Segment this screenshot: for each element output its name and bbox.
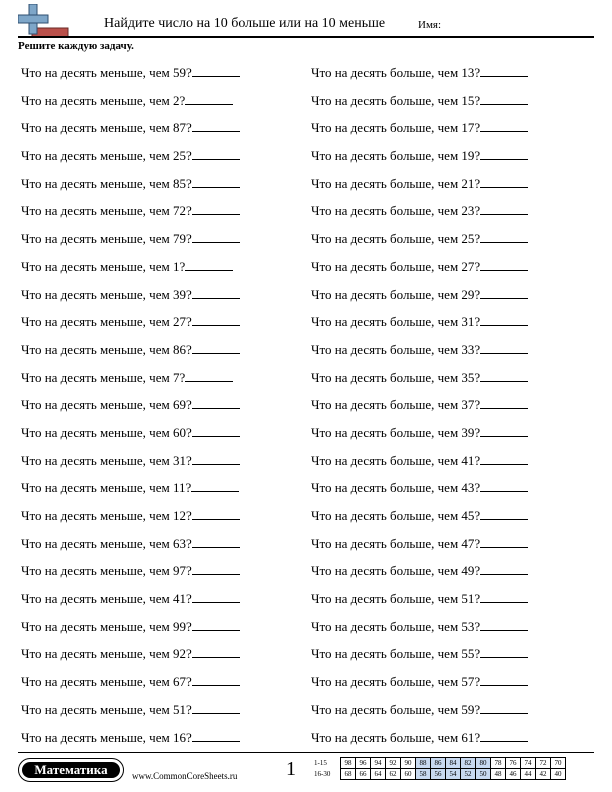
answer-blank[interactable] [192, 563, 240, 575]
answer-key-cell: 84 [446, 758, 461, 769]
question-text: Что на десять меньше, чем 59? [21, 65, 192, 80]
answer-blank[interactable] [185, 370, 233, 382]
question-item [311, 197, 528, 225]
answer-key-cell: 72 [536, 758, 551, 769]
answer-key-cell: 52 [461, 769, 476, 780]
question-text: Что на десять больше, чем 31? [311, 314, 481, 330]
answer-blank[interactable] [480, 342, 528, 354]
question-text: Что на десять меньше, чем 2? [21, 92, 186, 108]
name-label: Имя: [418, 19, 442, 31]
question-text: Что на десять больше, чем 27? [311, 258, 481, 274]
answer-blank[interactable] [480, 370, 528, 382]
question-text: Что на десять меньше, чем 72? [21, 203, 192, 219]
answer-key-cell: 94 [371, 758, 386, 769]
question-item [311, 530, 528, 558]
website-link[interactable]: www.CommonCoreSheets.ru [132, 771, 238, 781]
question-text: Что на десять больше, чем 41? [311, 452, 481, 468]
question-text: Что на десять больше, чем 25? [311, 231, 481, 247]
question-text: Что на десять меньше, чем 51? [21, 701, 192, 717]
question-text: Что на десять больше, чем 37? [311, 397, 481, 413]
question-text: Что на десять меньше, чем 16? [21, 729, 192, 745]
question-text: Что на десять меньше, чем 87? [21, 120, 192, 136]
question-item [21, 391, 240, 419]
question-text: Что на десять меньше, чем 11? [21, 480, 192, 496]
answer-key-table [312, 757, 566, 780]
question-item [21, 557, 240, 585]
question-text: Что на десять меньше, чем 69? [21, 397, 192, 413]
question-text: Что на десять больше, чем 17? [311, 120, 481, 136]
answer-blank[interactable] [480, 674, 528, 686]
question-item [311, 225, 528, 253]
question-text: Что на десять меньше, чем 60? [21, 424, 192, 440]
answer-key-cell: 54 [446, 769, 461, 780]
answer-key-cell: 50 [476, 769, 491, 780]
answer-blank[interactable] [480, 508, 528, 520]
question-text: Что на десять больше, чем 53? [311, 618, 481, 634]
question-item [21, 419, 240, 447]
question-text: Что на десять меньше, чем 99? [21, 618, 192, 634]
question-item [21, 696, 240, 724]
question-item [21, 87, 240, 115]
answer-blank[interactable] [480, 65, 528, 77]
answer-blank[interactable] [191, 480, 239, 492]
answer-blank[interactable] [480, 591, 528, 603]
question-item [311, 281, 528, 309]
questions-right-column [311, 59, 528, 751]
question-text: Что на десять меньше, чем 39? [21, 286, 192, 302]
question-item [21, 197, 240, 225]
answer-blank[interactable] [192, 397, 240, 409]
question-item [311, 640, 528, 668]
question-item [311, 585, 528, 613]
answer-key-cell: 82 [461, 758, 476, 769]
question-item [311, 447, 528, 475]
header-divider [18, 36, 594, 38]
answer-key-row [312, 769, 566, 780]
answer-blank[interactable] [480, 397, 528, 409]
question-item [21, 447, 240, 475]
question-item [311, 253, 528, 281]
answer-key-cell: 70 [551, 758, 566, 769]
answer-blank[interactable] [192, 148, 240, 160]
answer-blank[interactable] [480, 646, 528, 658]
page-number: 1 [286, 758, 296, 780]
question-text: Что на десять меньше, чем 92? [21, 646, 192, 662]
question-item [21, 253, 240, 281]
answer-blank[interactable] [480, 453, 528, 465]
question-text: Что на десять больше, чем 19? [311, 148, 481, 164]
question-item [21, 281, 240, 309]
answer-key-cell: 60 [401, 769, 416, 780]
answer-blank[interactable] [185, 259, 233, 271]
question-item [21, 114, 240, 142]
question-item [311, 696, 528, 724]
answer-blank[interactable] [192, 176, 240, 188]
question-item [311, 59, 528, 87]
answer-key-cell: 74 [521, 758, 536, 769]
question-item [311, 170, 528, 198]
question-item [311, 724, 528, 752]
answer-key-cell: 46 [506, 769, 521, 780]
answer-blank[interactable] [480, 314, 528, 326]
answer-key-cell: 58 [416, 769, 431, 780]
question-item [311, 502, 528, 530]
question-text: Что на десять меньше, чем 31? [21, 452, 192, 468]
question-text: Что на десять меньше, чем 27? [21, 314, 192, 330]
answer-key-cell: 56 [431, 769, 446, 780]
question-item [21, 724, 240, 752]
answer-blank[interactable] [192, 702, 240, 714]
answer-blank[interactable] [480, 259, 528, 271]
question-text: Что на десять меньше, чем 25? [21, 148, 192, 164]
question-text: Что на десять меньше, чем 85? [21, 175, 192, 191]
answer-key-cell: 90 [401, 758, 416, 769]
answer-key-cell: 76 [506, 758, 521, 769]
answer-key-cell: 92 [386, 758, 401, 769]
answer-key-cell: 40 [551, 769, 566, 780]
question-text: Что на десять больше, чем 51? [311, 591, 481, 607]
answer-blank[interactable] [192, 453, 240, 465]
question-text: Что на десять меньше, чем 12? [21, 508, 192, 523]
footer-divider [18, 752, 594, 753]
question-item [311, 364, 528, 392]
question-item [311, 308, 528, 336]
question-item [311, 114, 528, 142]
answer-key-cell: 64 [371, 769, 386, 780]
answer-blank[interactable] [480, 120, 528, 132]
question-item [311, 474, 528, 502]
question-item [311, 613, 528, 641]
answer-key-cell: 42 [536, 769, 551, 780]
answer-key-label: 1-15 [314, 759, 327, 767]
question-item [311, 391, 528, 419]
plus-logo-icon [18, 4, 70, 38]
question-item [21, 142, 240, 170]
question-text: Что на десять меньше, чем 86? [21, 341, 192, 357]
answer-blank[interactable] [192, 730, 240, 742]
question-item [21, 336, 240, 364]
page-title: Найдите число на 10 больше или на 10 меньше [104, 16, 386, 31]
question-item [21, 502, 240, 530]
question-item [311, 668, 528, 696]
answer-blank[interactable] [480, 176, 528, 188]
question-item [311, 419, 528, 447]
answer-key-cell: 48 [491, 769, 506, 780]
question-text: Что на десять меньше, чем 1? [21, 258, 186, 274]
question-text: Что на десять больше, чем 15? [311, 92, 481, 108]
question-text: Что на десять меньше, чем 97? [21, 563, 192, 579]
question-text: Что на десять больше, чем 57? [311, 674, 481, 690]
answer-key-cell: 44 [521, 769, 536, 780]
answer-blank[interactable] [192, 674, 240, 686]
question-text: Что на десять меньше, чем 63? [21, 535, 192, 551]
answer-key-cell: 62 [386, 769, 401, 780]
answer-blank[interactable] [480, 203, 528, 215]
answer-key-cell: 66 [356, 769, 371, 780]
answer-blank[interactable] [192, 425, 240, 437]
brand-label: Математика [34, 762, 108, 777]
answer-blank[interactable] [480, 619, 528, 631]
question-item [21, 364, 240, 392]
question-text: Что на десять больше, чем 49? [311, 563, 481, 579]
answer-blank[interactable] [192, 203, 240, 215]
answer-key-cell: 78 [491, 758, 506, 769]
question-text: Что на десять больше, чем 59? [311, 701, 481, 717]
answer-key-cell: 68 [341, 769, 356, 780]
answer-blank[interactable] [192, 536, 240, 548]
answer-blank[interactable] [480, 730, 528, 742]
answer-blank[interactable] [480, 702, 528, 714]
question-item [21, 308, 240, 336]
question-text: Что на десять больше, чем 45? [311, 508, 481, 523]
question-item [21, 585, 240, 613]
question-item [311, 557, 528, 585]
answer-blank[interactable] [480, 93, 528, 105]
question-text: Что на десять больше, чем 47? [311, 535, 481, 551]
question-text: Что на десять больше, чем 55? [311, 646, 481, 662]
question-item [21, 474, 240, 502]
question-text: Что на десять больше, чем 21? [311, 175, 481, 191]
answer-blank[interactable] [192, 619, 240, 631]
question-text: Что на десять меньше, чем 79? [21, 231, 192, 247]
question-text: Что на десять больше, чем 33? [311, 341, 481, 357]
question-text: Что на десять больше, чем 43? [311, 480, 481, 496]
answer-blank[interactable] [192, 314, 240, 326]
question-item [311, 336, 528, 364]
question-text: Что на десять меньше, чем 67? [21, 674, 192, 690]
answer-blank[interactable] [480, 536, 528, 548]
answer-key-row [312, 758, 566, 769]
answer-blank[interactable] [480, 480, 528, 492]
header [0, 0, 612, 40]
answer-blank[interactable] [480, 563, 528, 575]
question-item [21, 225, 240, 253]
question-text: Что на десять больше, чем 39? [311, 424, 481, 440]
answer-key-cell: 98 [341, 758, 356, 769]
question-text: Что на десять меньше, чем 7? [21, 369, 186, 385]
answer-blank[interactable] [192, 231, 240, 243]
answer-blank[interactable] [192, 65, 240, 77]
answer-key-label: 16-30 [314, 770, 331, 778]
answer-blank[interactable] [192, 646, 240, 658]
answer-key-cell: 96 [356, 758, 371, 769]
question-text: Что на десять больше, чем 35? [311, 369, 481, 385]
question-item [21, 530, 240, 558]
instructions: Решите каждую задачу. [18, 40, 134, 52]
question-text: Что на десять больше, чем 61? [311, 729, 481, 745]
answer-blank[interactable] [480, 425, 528, 437]
question-text: Что на десять меньше, чем 41? [21, 591, 192, 607]
answer-blank[interactable] [480, 148, 528, 160]
answer-blank[interactable] [192, 120, 240, 132]
question-item [21, 170, 240, 198]
question-item [311, 142, 528, 170]
questions-left-column [21, 59, 240, 751]
answer-blank[interactable] [192, 342, 240, 354]
answer-blank[interactable] [192, 591, 240, 603]
answer-key-cell: 88 [416, 758, 431, 769]
answer-blank[interactable] [185, 93, 233, 105]
answer-blank[interactable] [192, 287, 240, 299]
question-text: Что на десять больше, чем 29? [311, 286, 481, 302]
answer-blank[interactable] [480, 231, 528, 243]
question-text: Что на десять больше, чем 13? [311, 65, 481, 80]
answer-blank[interactable] [480, 287, 528, 299]
answer-blank[interactable] [192, 508, 240, 520]
brand-badge [18, 758, 124, 782]
question-item [21, 640, 240, 668]
question-item [311, 87, 528, 115]
question-item [21, 668, 240, 696]
question-item [21, 59, 240, 87]
answer-key-cell: 80 [476, 758, 491, 769]
answer-key-cell: 86 [431, 758, 446, 769]
question-text: Что на десять больше, чем 23? [311, 203, 481, 219]
question-item [21, 613, 240, 641]
